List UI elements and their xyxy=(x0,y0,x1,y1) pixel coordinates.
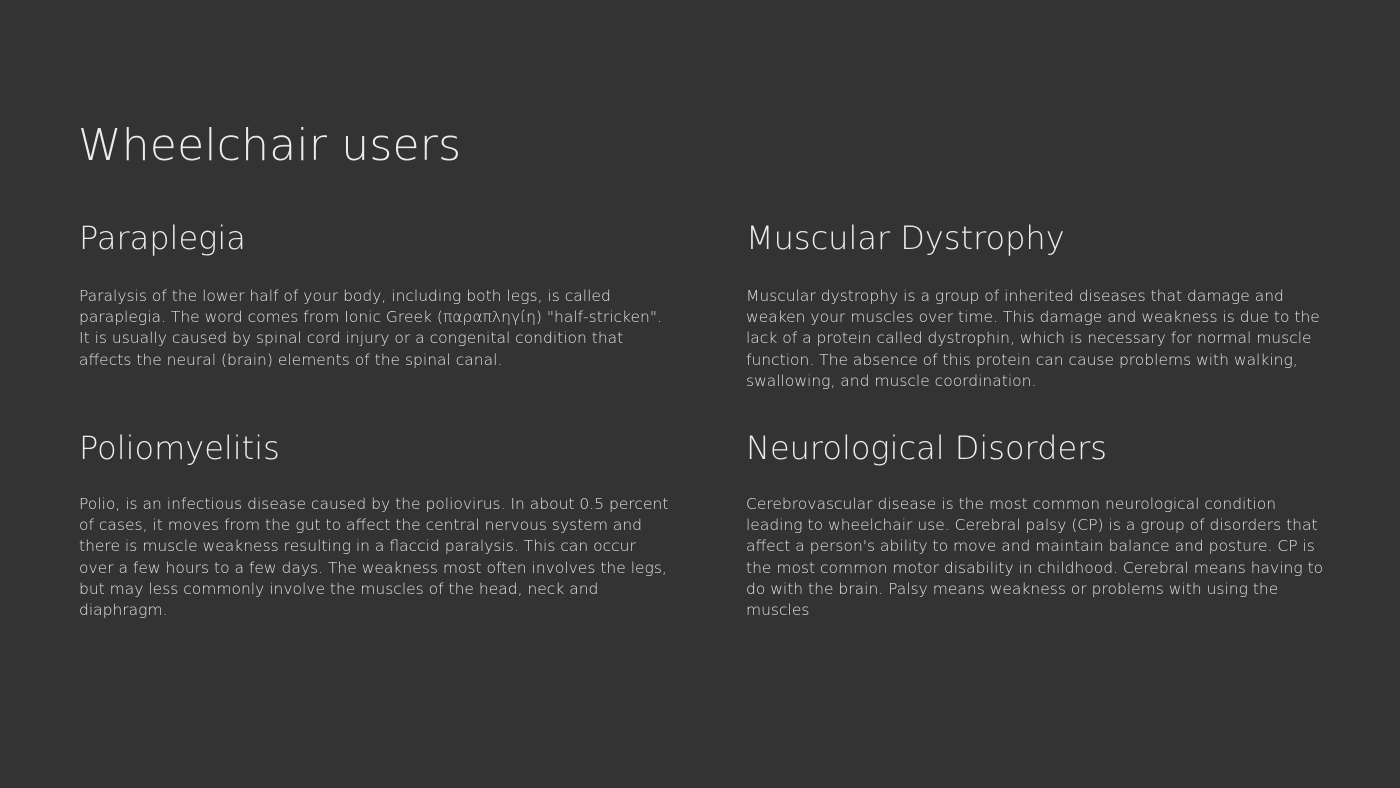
page-title: Wheelchair users xyxy=(78,120,462,171)
section-text: Muscular dystrophy is a group of inherited diseases that damage and weaken your muscles over time. This damage and weakness is due to the lack of a protein called dystrophin, which is necessary for normal muscle function. The absence of this protein can cause problems with walking, swallowing, and muscle coordination. xyxy=(746,287,1320,390)
section-heading: Neurological Disorders xyxy=(746,429,1107,467)
section-text: Paralysis of the lower half of your body, including both legs, is called paraplegia. The word comes from Ionic Greek (παραπληγίη) "half-stricken". It is usually caused by spinal cord injury or a congenital condition that affects the neural (brain) elements of the spinal canal. xyxy=(79,287,662,369)
section-muscular-dystrophy xyxy=(746,218,1336,392)
section-heading: Paraplegia xyxy=(79,219,246,257)
section-poliomyelitis xyxy=(79,428,669,621)
section-heading: Poliomyelitis xyxy=(79,429,280,467)
section-neurological-disorders xyxy=(746,428,1336,621)
section-text: Polio, is an infectious disease caused by the poliovirus. In about 0.5 percent of cases, it moves from the gut to affect the central nervous system and there is muscle weakness resulting in a flaccid paralysis. This can occur over a few hours to a few days. The weakness most often involves the legs, but may less commonly involve the muscles of the head, neck and diaphragm. xyxy=(79,495,669,620)
section-text: Cerebrovascular disease is the most common neurological condition leading to wheelchair use. Cerebral palsy (CP) is a group of disorders that affect a person's ability to move and maintain balance and posture. CP is the most common motor disability in childhood. Cerebral means having to do with the brain. Palsy means weakness or problems with using the muscles xyxy=(746,495,1324,620)
section-paraplegia xyxy=(79,218,669,371)
section-heading: Muscular Dystrophy xyxy=(746,219,1065,257)
